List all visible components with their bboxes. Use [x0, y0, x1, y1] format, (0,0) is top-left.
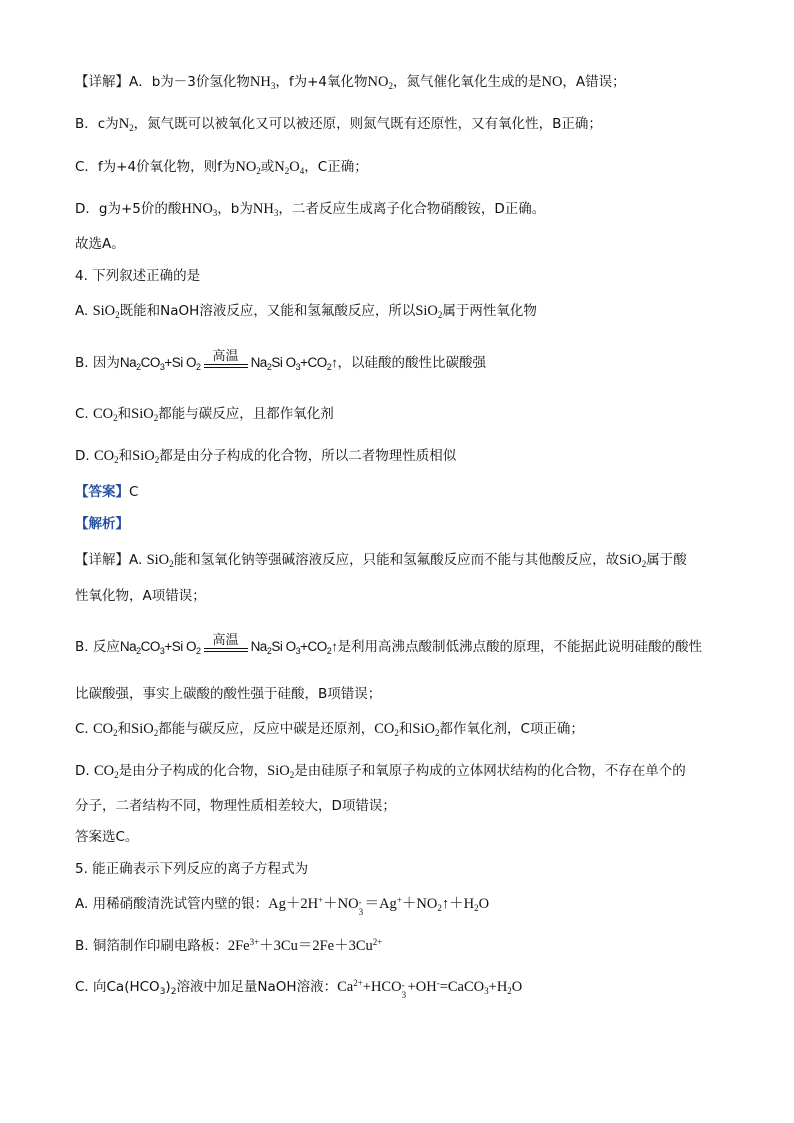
detail-line-d: D．g为+5价的酸$HNO_3$，b为$NH_3$，二者反应生成离子化合物硝酸铵，D正确。: [75, 201, 546, 218]
detail-4d-cont: 分子，二者结构不同，物理性质相差较大，D项错误；: [75, 798, 396, 814]
detail-4b: B. 反应$Na_2CO_3+Si$ $O_2$ 高温 $Na_2Si$ $O_3+CO_2↑$是利用高沸点酸制低沸点酸的原理，不能据此说明硅酸的酸性: [75, 633, 703, 656]
answer-value: C: [129, 484, 139, 500]
detail-line-b: B．c为$N_2$，氮气既可以被氧化又可以被还原，则氮气既有还原性，又有氧化性，B正确；: [75, 116, 602, 133]
analysis-label: 【解析】: [75, 516, 129, 532]
option-4c: C. $CO_2$和SiO$_2$都能与碳反应，且都作氧化剂: [75, 406, 334, 423]
question-5-title: 5. 能正确表示下列反应的离子方程式为: [75, 861, 309, 877]
detail-line-a: 【详解】A．b为－3价氢化物$NH_3$，f为+4氧化物$NO_2$，氮气催化氧化生成的是NO，A错误；: [75, 74, 626, 91]
option-5a: A. 用稀硝酸清洗试管内壁的银：Ag＋2H+＋NO - 3 $=Ag^++NO_2↑+H_2O$: [75, 895, 490, 917]
detail-4c: C. $CO_2$和SiO$_2$都能与碳反应，反应中碳是还原剂，$CO_2$和SiO$_2$都作氧化剂，C项正确；: [75, 721, 584, 738]
detail-line-c: C．f为+4价氧化物，则f为$NO_2$或$N_2O_4$，C正确；: [75, 159, 368, 176]
answer-choice-line: 答案选C。: [75, 829, 139, 845]
reaction-condition: 高温: [204, 350, 248, 373]
detail-4a-cont: 性氧化物，A项错误；: [75, 588, 206, 604]
detail-4b-cont: 比碳酸强，事实上碳酸的酸性强于硅酸，B项错误；: [75, 686, 382, 702]
option-4d: D. $CO_2$和SiO$_2$都是由分子构成的化合物，所以二者物理性质相似: [75, 448, 457, 465]
answer-line: [75, 482, 754, 502]
conclusion-line: 故选A。: [75, 236, 125, 252]
reaction-condition: 高温: [204, 634, 248, 657]
answer-label: 【答案】: [75, 484, 129, 500]
detail-4d: D. $CO_2$是由分子构成的化合物，SiO$_2$是由硅原子和氧原子构成的立体网状结构的化合物，不存在单个的: [75, 763, 686, 780]
option-5c: C. 向$Ca(HCO_3)_2$溶液中加足量NaOH溶液：$Ca^{2+}+HCO$ - 3 $+OH^-=CaCO_3+H_2O$: [75, 978, 523, 1000]
option-5b: B. 铜箔制作印刷电路板：$2Fe^{3+}+3Cu=2Fe+3Cu^{2+}$: [75, 937, 383, 954]
detail-4a: 【详解】A. SiO$_2$能和氢氧化钠等强碱溶液反应，只能和氢氟酸反应而不能与其他酸反应，故SiO$_2$属于酸: [75, 552, 687, 569]
option-4b: B. 因为$Na_2CO_3+Si$ $O_2$ 高温 $Na_2Si$ $O_3+CO_2↑$，以硅酸的酸性比碳酸强: [75, 349, 487, 372]
question-4-title: 4. 下列叙述正确的是: [75, 268, 201, 284]
option-4a: A. SiO$_2$既能和NaOH溶液反应，又能和氢氟酸反应，所以SiO$_2$属于两性氧化物: [75, 303, 537, 320]
